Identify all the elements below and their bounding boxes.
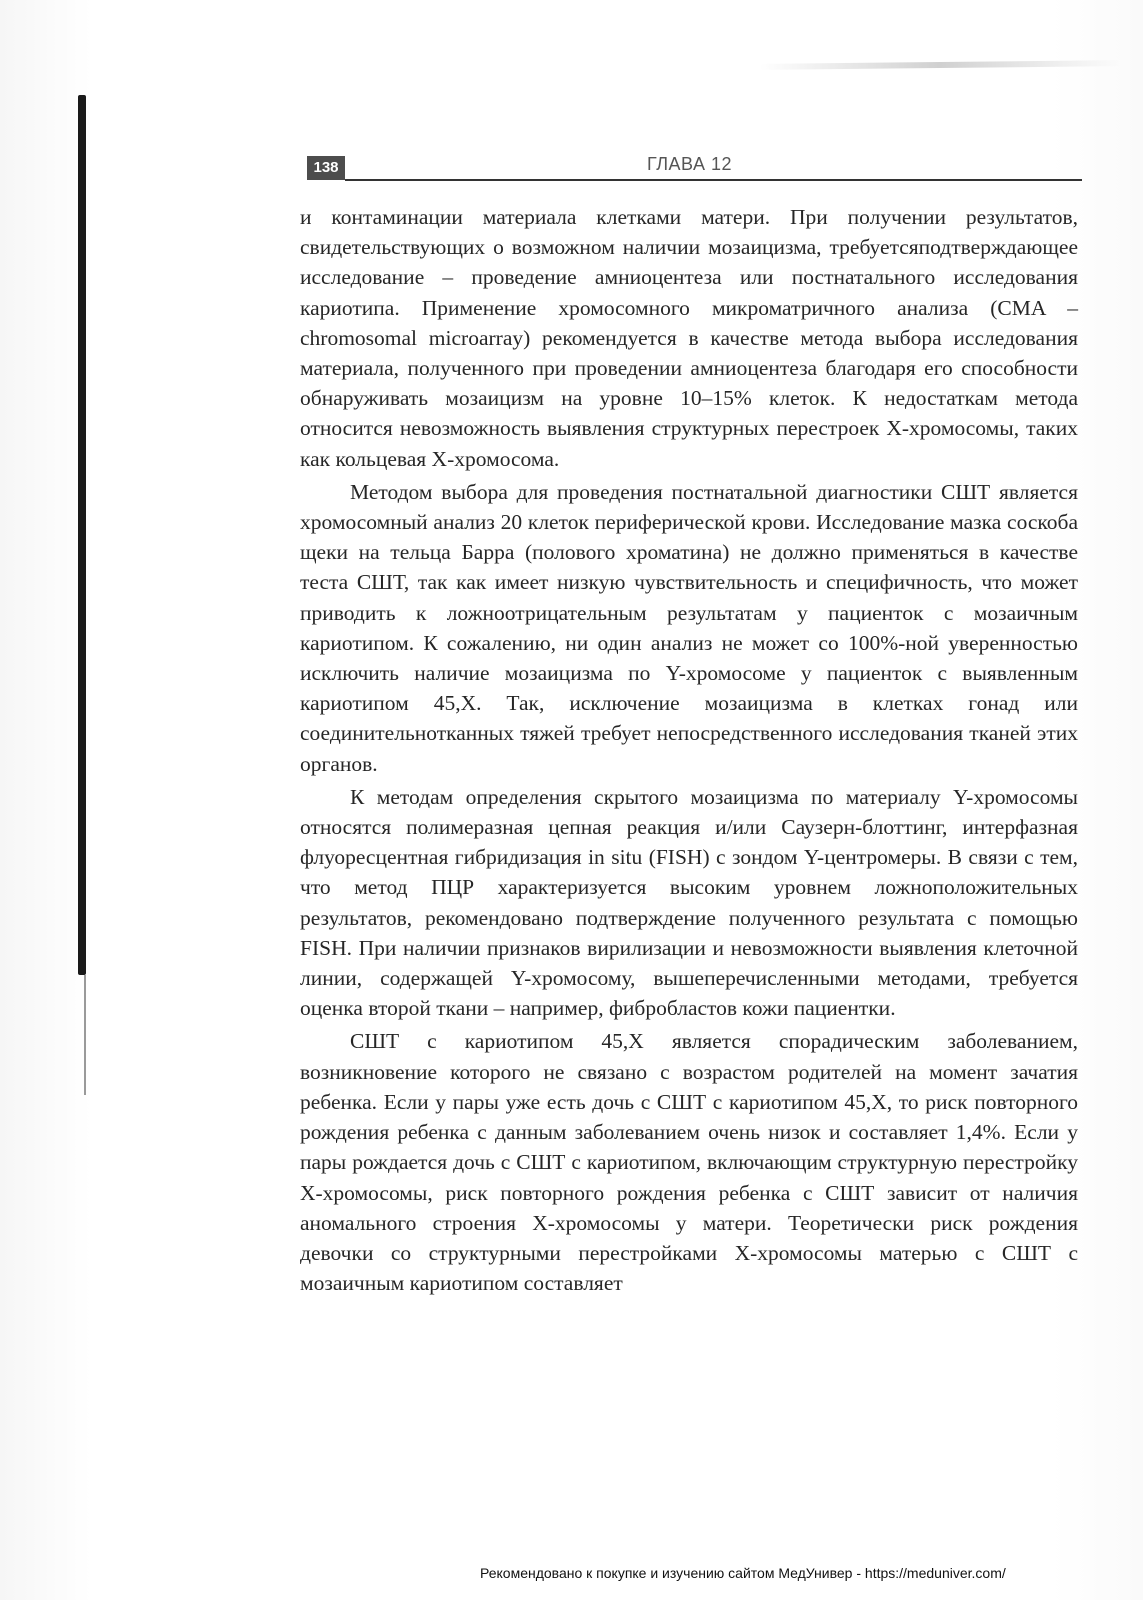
page-binding-edge	[78, 95, 86, 975]
body-text	[300, 202, 1078, 1301]
page-number: 138	[307, 156, 345, 180]
page-header	[307, 152, 1082, 184]
chapter-title: ГЛАВА 12	[647, 154, 732, 174]
paragraph-3: К методам определения скрытого мозаицизма по материалу Y-хромосомы относятся полимеразная цепная реакция и/или Саузерн-блоттинг, интерфазная флуоресцентная гибридизация in situ (FISH) с зондом Y-центромеры. В связи с тем, что метод ПЦР характеризуется высоким уровнем ложноположительных результатов, рекомендовано подтверждение полученного результата с помощью FISH. При наличии признаков вирилизации и невозможности выявления клеточной линии, содержащей Y-хромосому, вышеперечисленными методами, требуется оценка второй ткани – например, фибробластов кожи пациентки.	[300, 784, 1078, 1021]
page-binding-shadow	[84, 975, 86, 1095]
paragraph-4: СШТ с кариотипом 45,X является спорадическим заболеванием, возникновение которого не связано с возрастом родителей на момент зачатия ребенка. Если у пары уже есть дочь с СШТ с кариотипом 45,X, то риск повторного рождения ребенка с данным заболеванием очень низок и составляет 1,4%. Если у пары рождается дочь с СШТ с кариотипом, включающим структурную перестройку X-хромосомы, риск повторного рождения ребенка с СШТ зависит от наличия аномального строения X-хромосомы у матери. Теоретически риск рождения девочки со структурными перестройками X-хромосомы матерью с СШТ с мозаичным кариотипом составляет	[300, 1029, 1078, 1296]
paragraph-2: Методом выбора для проведения постнатальной диагностики СШТ является хромосомный анализ 20 клеток периферической крови. Исследование мазка соскоба щеки на тельца Барра (полового хроматина) не должно применяться в качестве теста СШТ, так как имеет низкую чувствительность и специфичность, что может приводить к ложноотрицательным результатам у пациенток с мозаичным кариотипом. К сожалению, ни один анализ не может со 100%-ной уверенностью исключить наличие мозаицизма по Y-хромосоме у пациенток с выявленным кариотипом 45,X. Так, исключение мозаицизма в клетках гонад или соединительнотканных тяжей требует непосредственного исследования тканей этих органов.	[300, 479, 1078, 776]
footer-note: Рекомендовано к покупке и изучению сайтом МедУнивер - https://meduniver.com/	[480, 1565, 1006, 1581]
header-rule	[345, 179, 1082, 181]
page-edge-shadow	[760, 60, 1120, 70]
paragraph-1: и контаминации материала клетками матери. При получении результатов, свидетельствующих о возможном наличии мозаицизма, требуетсяподтверждающее исследование – проведение амниоцентеза или постнатального исследования кариотипа. Применение хромосомного микроматричного анализа (CMA – chromosomal microarray) рекомендуется в качестве метода выбора исследования материала, полученного при проведении амниоцентеза благодаря его способности обнаруживать мозаицизм на уровне 10–15% клеток. К недостаткам метода относится невозможность выявления структурных перестроек X-хромосомы, таких как кольцевая X-хромосома.	[300, 205, 1078, 471]
